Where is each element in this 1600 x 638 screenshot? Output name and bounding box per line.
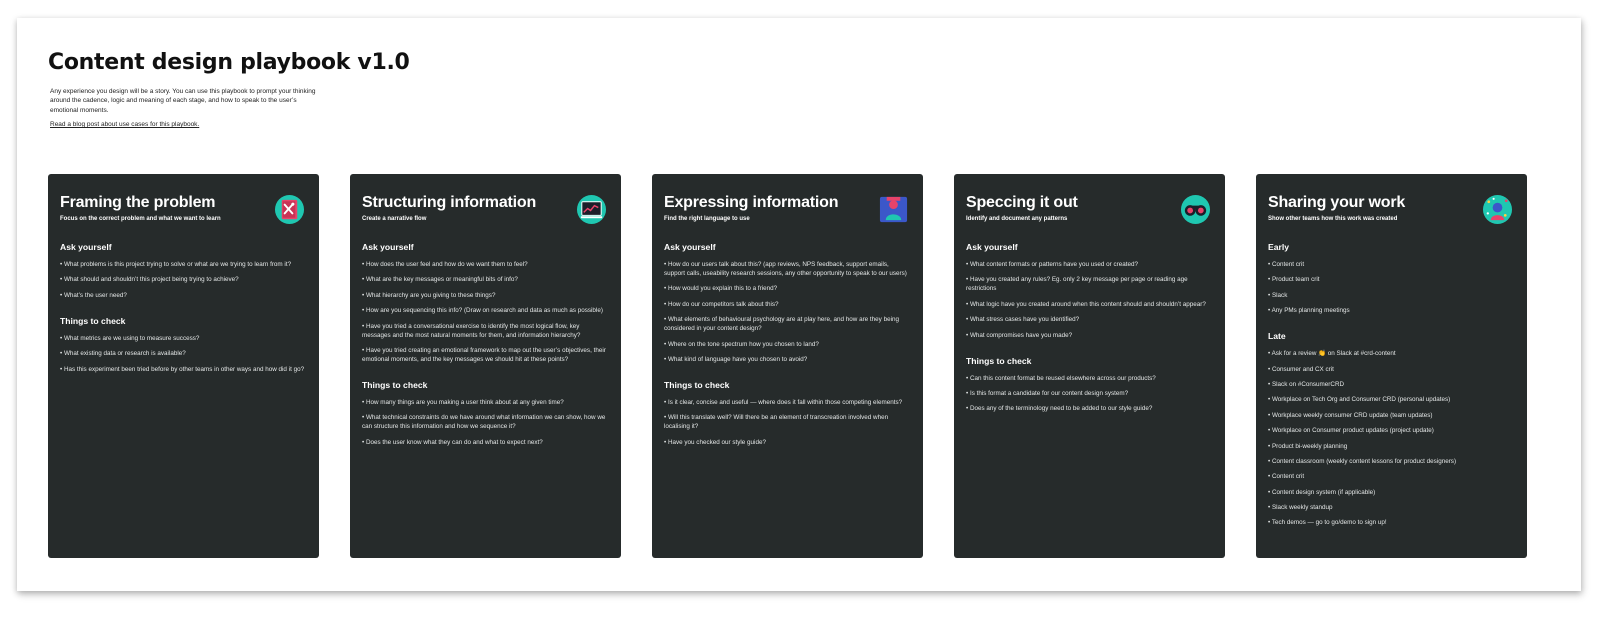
- section-heading: Things to check: [362, 379, 428, 390]
- list-item: • Slack: [1268, 291, 1288, 299]
- item-list: [966, 260, 1213, 340]
- item-list: [362, 260, 609, 364]
- list-item: • Workplace on Consumer product updates (project update): [1268, 427, 1434, 435]
- list-item: • What metrics are we using to measure success?: [60, 334, 200, 342]
- list-item: • Slack on #ConsumerCRD: [1268, 380, 1345, 388]
- section-heading: Ask yourself: [966, 242, 1018, 252]
- card-structuring-information: [350, 174, 621, 558]
- list-item: • Slack weekly standup: [1268, 504, 1333, 512]
- card-subtitle: Show other teams how this work was created: [1268, 216, 1398, 222]
- list-item: • What compromises have you made?: [966, 331, 1073, 339]
- list-item: • Can this content format be reused elsewhere across our products?: [966, 374, 1156, 382]
- section-heading: Late: [1268, 331, 1286, 342]
- section-heading: Early: [1268, 242, 1290, 252]
- book-tools-icon: [274, 194, 305, 225]
- list-item: • What technical constraints do we have around what information we can show, how we can structure this information and how we sequence it?: [362, 414, 606, 431]
- list-item: • Workplace weekly consumer CRD update (team updates): [1268, 411, 1433, 419]
- item-list: [1268, 349, 1515, 527]
- list-item: • What are the key messages or meaningful bits of info?: [362, 276, 518, 284]
- list-item: • Does any of the terminology need to be added to our style guide?: [966, 405, 1153, 413]
- binoculars-icon: [1180, 194, 1211, 225]
- list-item: • What should and shouldn’t this project being trying to achieve?: [60, 276, 239, 284]
- blog-link-label: Read a blog post about use cases for this playbook: [50, 121, 198, 128]
- list-item: • Have you tried creating an emotional framework to map out the user’s objectives, their emotional moments, and the key messages we should hit at these points?: [362, 346, 606, 363]
- section-heading: Things to check: [664, 379, 730, 390]
- item-list: [664, 398, 911, 447]
- list-item: • How many things are you making a user think about at any given time?: [362, 398, 564, 406]
- card-expressing-information: [652, 174, 923, 558]
- list-item: • Does the user know what they can do and what to expect next?: [362, 438, 543, 446]
- page-title: Content design playbook v1.0: [48, 50, 410, 75]
- list-item: • How do our users talk about this? (app reviews, NPS feedback, support emails, support calls, useability research sessions, any other opportunity to speak to our users): [664, 261, 907, 277]
- section-heading: Ask yourself: [362, 242, 414, 252]
- list-item: • Have you tried a conversational exercise to identify the most logical flow, key messages and the most natural moments for them, and information hierarchy?: [362, 322, 581, 339]
- card-subtitle: Find the right language to use: [664, 216, 750, 222]
- list-item: • Will this translate well? Will there be an element of transcreation involved when localising it?: [664, 414, 889, 431]
- card-subtitle: Focus on the correct problem and what we want to learn: [60, 216, 221, 222]
- card-title: Expressing information: [664, 194, 839, 211]
- item-list: [966, 374, 1213, 414]
- item-list: [60, 260, 307, 300]
- person-speaking-icon: [878, 194, 909, 225]
- list-item: • What kind of language have you chosen to avoid?: [664, 355, 808, 363]
- card-speccing-it-out: [954, 174, 1225, 558]
- card-sharing-your-work: [1256, 174, 1527, 558]
- list-item: • Where on the tone spectrum how you chosen to land?: [664, 340, 819, 348]
- list-item: • Content classroom (weekly content lessons for product designers): [1268, 457, 1457, 465]
- item-list: [60, 334, 307, 374]
- list-item: • How does the user feel and how do we want them to feel?: [362, 261, 528, 268]
- section-heading: Things to check: [60, 315, 126, 326]
- list-item: • Have you checked our style guide?: [664, 438, 766, 446]
- card-subtitle: Create a narrative flow: [362, 216, 427, 222]
- list-item: • Have you created any rules? Eg. only 2 key message per page or reading age restrictions: [966, 276, 1188, 293]
- list-item: • How would you explain this to a friend?: [664, 285, 778, 293]
- list-item: • Consumer and CX crit: [1268, 365, 1334, 373]
- list-item: • Content crit: [1268, 261, 1305, 268]
- list-item: • Tech demos — go to go/demo to sign up!: [1268, 519, 1387, 527]
- list-item: • What hierarchy are you giving to these things?: [362, 291, 496, 299]
- list-item: • What content formats or patterns have you used or created?: [966, 261, 1138, 268]
- list-item: • Has this experiment been tried before by other teams in other ways and how did it go?: [60, 365, 305, 373]
- list-item: • Workplace on Tech Org and Consumer CRD (personal updates): [1268, 396, 1451, 404]
- list-item: • Is it clear, concise and useful — where does it fall within those competing elements?: [664, 398, 903, 406]
- list-item: • What’s the user need?: [60, 291, 127, 299]
- list-item: • What existing data or research is available?: [60, 350, 186, 358]
- card-framing-the-problem: [48, 174, 319, 558]
- list-item: • Any PMs planning meetings: [1268, 307, 1350, 315]
- card-title: Sharing your work: [1268, 194, 1406, 211]
- card-title: Structuring information: [362, 194, 537, 211]
- item-list: [362, 398, 609, 447]
- list-item: • Content crit: [1268, 473, 1305, 481]
- list-item: • Content design system (if applicable): [1268, 488, 1376, 496]
- list-item: • Product team crit: [1268, 276, 1320, 284]
- list-item: • What logic have you created around when this content should and shouldn’t appear?: [966, 300, 1206, 308]
- card-title: Framing the problem: [60, 194, 216, 211]
- list-item: • Is this format a candidate for our content design system?: [966, 389, 1129, 397]
- list-item: • Product bi-weekly planning: [1268, 442, 1348, 450]
- section-heading: Ask yourself: [60, 242, 112, 252]
- celebration-icon: [1482, 194, 1513, 225]
- list-item: • Ask for a review 👏 on Slack at #crd-content: [1268, 350, 1396, 358]
- card-subtitle: Identify and document any patterns: [966, 216, 1068, 222]
- blog-post-link[interactable]: [50, 121, 199, 128]
- list-item: • What elements of behavioural psychology are at play here, and how are they being considered in your content design?: [664, 316, 899, 333]
- item-list: [1268, 260, 1515, 315]
- blog-link-suffix: .: [197, 121, 200, 128]
- section-heading: Things to check: [966, 355, 1032, 366]
- card-title: Speccing it out: [966, 194, 1078, 211]
- list-item: • How do our competitors talk about this?: [664, 300, 779, 308]
- item-list: [664, 260, 911, 364]
- section-heading: Ask yourself: [664, 242, 716, 252]
- chart-screen-icon: [576, 194, 607, 225]
- list-item: • What problems is this project trying to solve or what are we trying to learn from it?: [60, 261, 292, 268]
- intro-text: Any experience you design will be a story. You can use this playbook to prompt your thinking around the cadence, logic and meaning of each stage, and how to speak to the user’s emotional moments.: [50, 88, 316, 114]
- list-item: • How are you sequencing this info? (Draw on research and data as much as possible): [362, 307, 603, 315]
- list-item: • What stress cases have you identified?: [966, 316, 1080, 324]
